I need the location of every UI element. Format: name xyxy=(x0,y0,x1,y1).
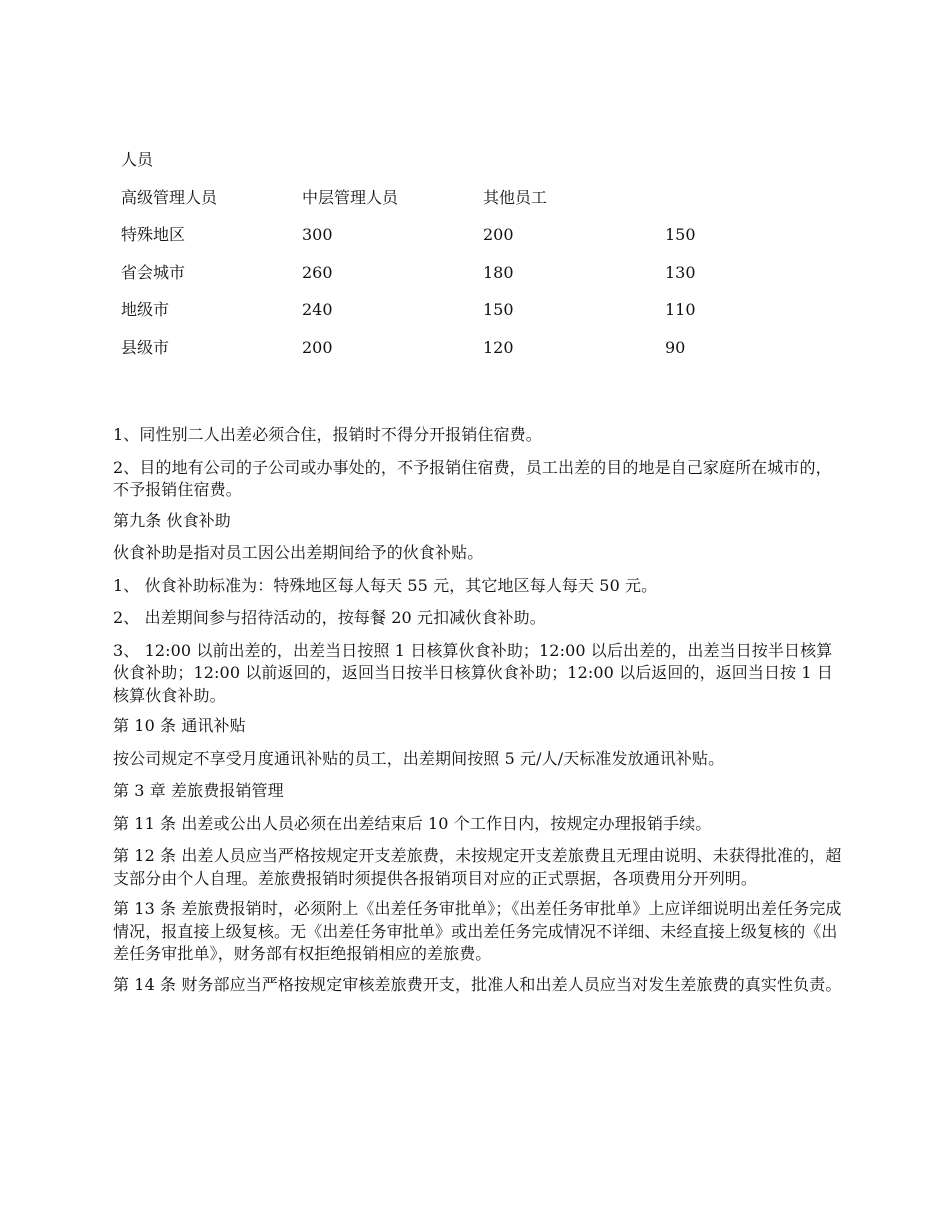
table-cell: 150 xyxy=(665,225,696,244)
table-cell: 200 xyxy=(302,337,333,357)
table-row xyxy=(121,221,841,259)
chapter-heading-reimbursement: 第 3 章 差旅费报销管理 xyxy=(113,781,284,800)
paragraph-article-13: 第 13 条 差旅费报销时，必须附上《出差任务审批单》；《出差任务审批单》上应详细说明出差任务完成情况，报直接上级复核。无《出差任务审批单》或出差任务完成情况不详细、未经直接上级复核的《出差任务审批单》，财务部有权拒绝报销相应的差旅费。 xyxy=(113,899,842,963)
table-cell: 地级市 xyxy=(121,300,170,319)
paragraph-meal-allowance-standard: 1、 伙食补助标准为：特殊地区每人每天 55 元，其它地区每人每天 50 元。 xyxy=(113,575,658,595)
paragraph-article-12: 第 12 条 出差人员应当严格按规定开支差旅费，未按规定开支差旅费且无理由说明、未获得批准的，超支部分由个人自理。差旅费报销时须提供各报销项目对应的正式票据，各项费用分开列明。 xyxy=(113,846,842,888)
document-body xyxy=(113,424,845,1004)
paragraph-meal-time-rules: 3、 12:00 以前出差的，出差当日按照 1 日核算伙食补助；12:00 以后出差的，出差当日按半日核算伙食补助；12:00 以前返回的，返回当日按半日核算伙食补助；12:00 以后返回的，返回当日按 1 日核算伙食补助。 xyxy=(113,640,833,705)
paragraph-no-reimbursement-rule: 2、目的地有公司的子公司或办事处的，不予报销住宿费，员工出差的目的地是自己家庭所在城市的，不予报销住宿费。 xyxy=(113,457,832,499)
table-header-row xyxy=(121,146,841,184)
paragraph-article-11: 第 11 条 出差或公出人员必须在出差结束后 10 个工作日内，按规定办理报销手续。 xyxy=(113,813,712,833)
table-cell: 特殊地区 xyxy=(121,225,186,244)
paragraph-article-14: 第 14 条 财务部应当严格按规定审核差旅费开支，批准人和出差人员应当对发生差旅费的真实性负责。 xyxy=(113,974,842,994)
table-header-cell: 人员 xyxy=(121,150,154,169)
table-header-cell: 其他员工 xyxy=(483,187,548,207)
paragraph-cohabitation-rule: 1、同性别二人出差必须合住，报销时不得分开报销住宿费。 xyxy=(113,425,542,444)
table-cell: 130 xyxy=(665,262,696,282)
table-header-row xyxy=(121,184,841,222)
table-row xyxy=(121,259,841,297)
table-cell: 180 xyxy=(483,262,514,282)
paragraph-meal-deduction: 2、 出差期间参与招待活动的，按每餐 20 元扣减伙食补助。 xyxy=(113,608,546,627)
table-cell: 县级市 xyxy=(121,337,170,357)
section-heading-meal-allowance: 第九条 伙食补助 xyxy=(113,510,231,530)
table-row xyxy=(121,296,841,334)
table-cell: 260 xyxy=(302,262,333,282)
section-heading-communication-allowance: 第 10 条 通讯补贴 xyxy=(113,716,246,735)
table-cell: 110 xyxy=(665,300,696,319)
table-cell: 240 xyxy=(302,300,333,319)
table-cell: 200 xyxy=(483,225,514,244)
paragraph-communication-allowance: 按公司规定不享受月度通讯补贴的员工，出差期间按照 5 元/人/天标准发放通讯补贴。 xyxy=(113,748,725,768)
accommodation-standard-table xyxy=(121,146,841,371)
table-cell: 300 xyxy=(302,225,333,244)
table-cell: 省会城市 xyxy=(121,262,186,282)
table-row xyxy=(121,334,841,372)
paragraph-meal-allowance-definition: 伙食补助是指对员工因公出差期间给予的伙食补贴。 xyxy=(113,543,484,562)
table-cell: 150 xyxy=(483,300,514,319)
table-cell: 90 xyxy=(665,337,686,357)
table-header-cell: 高级管理人员 xyxy=(121,187,218,207)
table-cell: 120 xyxy=(483,337,514,357)
table-header-cell: 中层管理人员 xyxy=(302,187,399,207)
